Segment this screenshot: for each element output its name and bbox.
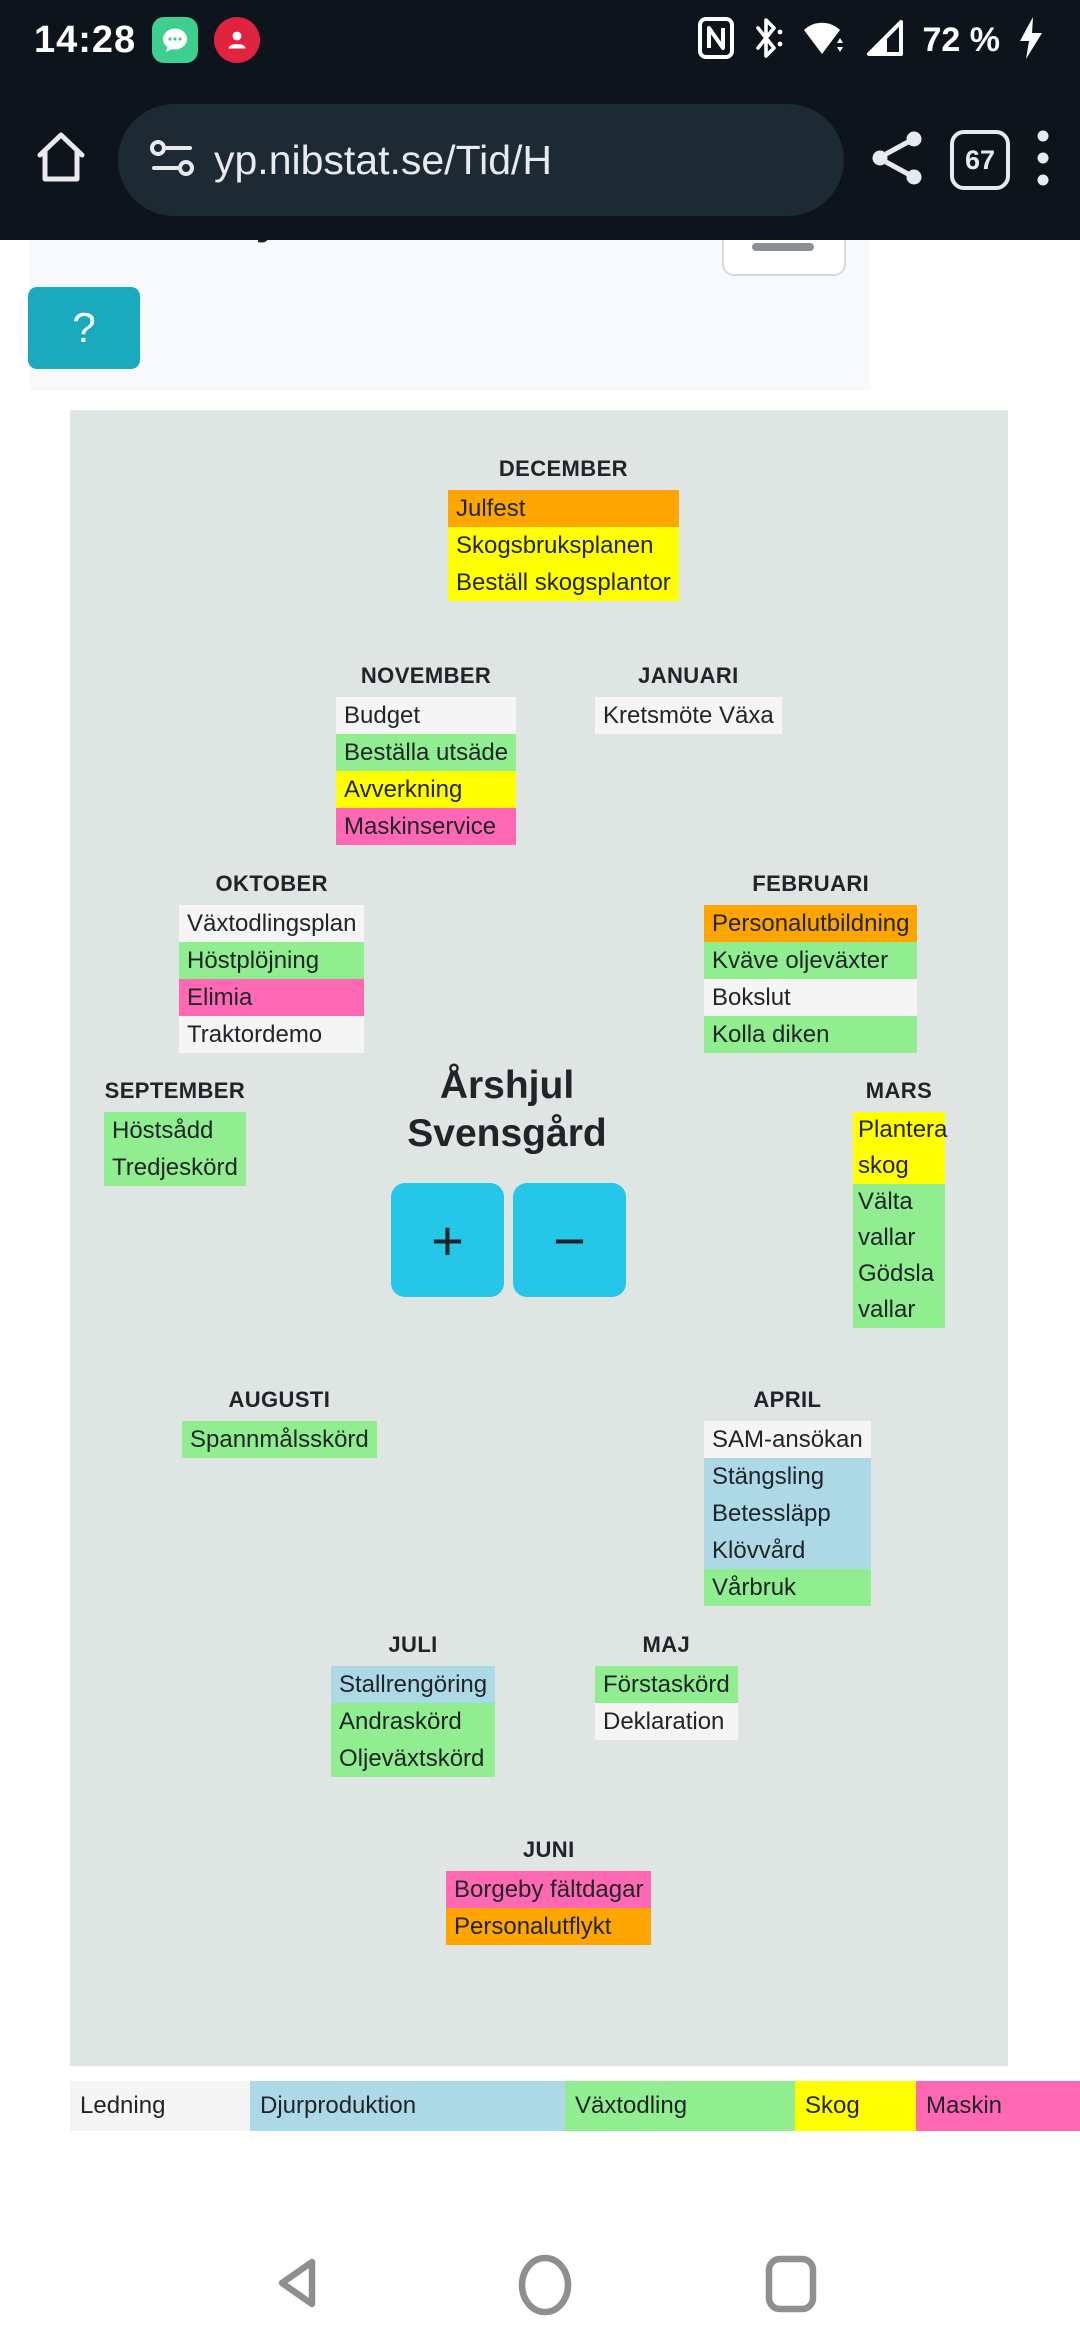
charging-bolt-icon [1016,15,1046,66]
task-item[interactable]: Kolla diken [704,1016,917,1053]
month-label: MAJ [642,1632,691,1657]
month-april [704,1387,871,1606]
url-bar[interactable] [118,104,844,216]
home-circle-icon[interactable] [514,2252,576,2323]
wifi-icon [801,15,847,66]
status-bar [0,0,1080,80]
month-label: DECEMBER [498,456,628,481]
url-text[interactable]: yp.nibstat.se/Tid/H [214,136,553,183]
browser-toolbar [0,80,1080,240]
recents-icon[interactable] [760,2252,822,2321]
month-label: NOVEMBER [360,663,492,688]
task-item[interactable]: Betessläpp [704,1495,871,1532]
battery-percent: 72 % [922,20,1000,59]
month-label: SEPTEMBER [104,1078,246,1103]
zoom-in-button[interactable]: + [391,1183,504,1297]
task-item[interactable]: Kväve oljeväxter [704,942,917,979]
nfc-icon [697,16,735,65]
legend-item: Skog [795,2081,916,2131]
task-item[interactable]: Andraskörd [331,1703,495,1740]
tab-switcher-button[interactable]: 67 [950,130,1010,190]
task-item[interactable]: Borgeby fältdagar [446,1871,651,1908]
month-november [336,663,516,845]
month-oktober [179,871,364,1053]
clock: 14:28 [34,18,137,61]
task-item[interactable]: Maskinservice [336,808,516,845]
legend-item: Maskin [916,2081,1080,2131]
task-item[interactable]: Vårbruk [704,1569,871,1606]
home-icon[interactable] [30,127,92,194]
task-item[interactable]: Personalutbildning [704,905,917,942]
wheel-title-line1: Årshjul [439,1064,575,1107]
task-item[interactable]: Elimia [179,979,364,1016]
month-januari [595,663,782,734]
task-item[interactable]: Förstaskörd [595,1666,738,1703]
task-item[interactable]: Beställa utsäde [336,734,516,771]
message-notification-icon [152,17,198,63]
wheel-title [322,1062,692,1158]
month-label: JUNI [522,1837,575,1862]
back-icon[interactable] [268,2252,330,2319]
task-item[interactable]: Bokslut [704,979,917,1016]
task-item[interactable]: Deklaration [595,1703,738,1740]
site-controls-icon[interactable] [150,138,194,183]
month-maj [595,1632,738,1740]
share-icon[interactable] [870,129,924,192]
task-item[interactable]: Höstsådd [104,1112,246,1149]
month-label: MARS [865,1078,933,1103]
bluetooth-icon [751,15,785,66]
task-item[interactable]: Beställ skogsplantor [448,564,679,601]
month-label: JULI [388,1632,438,1657]
help-button[interactable]: ? [28,287,140,369]
task-item[interactable]: Traktordemo [179,1016,364,1053]
hamburger-icon [752,243,814,251]
month-label: FEBRUARI [752,871,870,896]
task-item[interactable]: SAM-ansökan [704,1421,871,1458]
month-label: APRIL [753,1387,822,1412]
month-februari [704,871,917,1053]
task-item[interactable]: Gödsla vallar [853,1256,945,1328]
legend-item: Djurproduktion [250,2081,565,2131]
task-item[interactable]: Klövvård [704,1532,871,1569]
android-nav-bar [0,2230,1080,2340]
task-item[interactable]: Välta vallar [853,1184,945,1256]
month-label: AUGUSTI [228,1387,331,1412]
cell-signal-icon [863,16,907,65]
task-item[interactable]: Personalutflykt [446,1908,651,1945]
task-item[interactable]: Plantera skog [853,1112,945,1184]
task-item[interactable]: Stängsling [704,1458,871,1495]
month-label: OKTOBER [215,871,328,896]
wheel-title-line2: Svensgård [407,1111,607,1155]
task-item[interactable]: Spannmålsskörd [182,1421,377,1458]
month-december [448,456,679,601]
task-item[interactable]: Stallrengöring [331,1666,495,1703]
year-wheel [70,410,1008,2066]
task-item[interactable]: Julfest [448,490,679,527]
zoom-out-button[interactable]: − [513,1183,626,1297]
task-item[interactable]: Höstplöjning [179,942,364,979]
contact-notification-icon [214,17,260,63]
month-label: JANUARI [638,663,739,688]
task-item[interactable]: Budget [336,697,516,734]
category-legend [70,2081,1080,2131]
month-juli [331,1632,495,1777]
month-mars [853,1078,948,1328]
legend-item: Ledning [70,2081,250,2131]
task-item[interactable]: Skogsbruksplanen [448,527,679,564]
month-augusti [182,1387,377,1458]
task-item[interactable]: Oljeväxtskörd [331,1740,495,1777]
legend-item: Växtodling [565,2081,795,2131]
task-item[interactable]: Växtodlingsplan [179,905,364,942]
task-item[interactable]: Avverkning [336,771,516,808]
month-september [104,1078,246,1186]
month-juni [446,1837,651,1945]
menu-icon[interactable] [1036,127,1050,194]
task-item[interactable]: Kretsmöte Växa [595,697,782,734]
task-item[interactable]: Tredjeskörd [104,1149,246,1186]
